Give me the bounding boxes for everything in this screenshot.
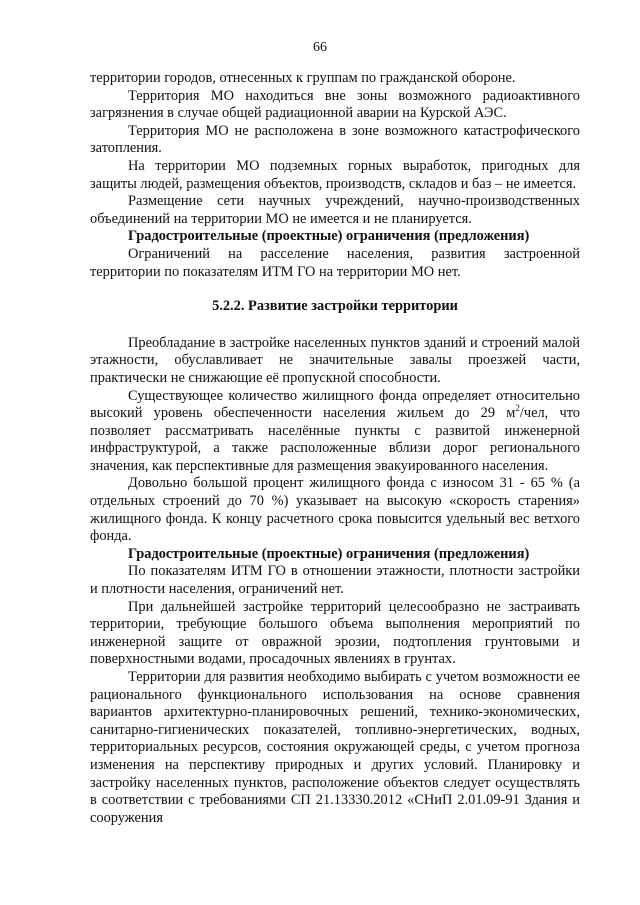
- section-title: 5.2.2. Развитие застройки территории: [212, 298, 458, 315]
- subheading: Градостроительные (проектные) ограничения (предложения): [128, 545, 530, 562]
- paragraph: Территория МО не расположена в зоне возможного катастрофического затопления.: [90, 122, 580, 157]
- paragraph: территории городов, отнесенных к группам по гражданской обороне.: [90, 70, 516, 86]
- paragraph-text: /чел, что позволяет рассматривать населённые пункты с развитой инженерной инфраструктурой, а также расположенные вблизи дорог регионального значения, как перспективные для размещения эвакуированного населения.: [90, 405, 580, 474]
- paragraph: Преобладание в застройке населенных пунктов зданий и строений малой этажности, обуславливает не значительные завалы проезжей части, практически не снижающие её пропускной способности.: [90, 334, 580, 386]
- superscript: 2: [515, 403, 520, 414]
- page-body: [90, 70, 580, 827]
- paragraph: При дальнейшей застройке территорий целесообразно не застраивать территории, требующие большого объема выполнения мероприятий по инженерной защите от овражной эрозии, подтопления грунтовыми и поверхностными водами, просадочных явлениях в грунтах.: [90, 598, 580, 668]
- paragraph: Территория МО находиться вне зоны возможного радиоактивного загрязнения в случае общей радиационной аварии на Курской АЭС.: [90, 87, 580, 122]
- paragraph: Размещение сети научных учреждений, научно-производственных объединений на территории МО не имеется и не планируется.: [90, 193, 580, 227]
- paragraph: Довольно большой процент жилищного фонда с износом 31 - 65 % (а отдельных строений до 70 %) указывает на высокую «скорость старения» жилищного фонда. К концу расчетного срока повысится удельный вес ветхого фонда.: [90, 475, 580, 545]
- paragraph: [90, 388, 580, 476]
- paragraph: Ограничений на расселение населения, развития застроенной территории по показателям ИТМ ГО на территории МО нет.: [90, 245, 580, 280]
- paragraph: По показателям ИТМ ГО в отношении этажности, плотности застройки и плотности населения, ограничений нет.: [90, 563, 580, 598]
- subheading: Градостроительные (проектные) ограничения (предложения): [128, 228, 530, 245]
- paragraph-text: Существующее количество жилищного фонда определяет относительно высокий уровень обеспеченности населения жильем до 29 м: [90, 387, 580, 422]
- paragraph: Территории для развития необходимо выбирать с учетом возможности ее рационального функционального использования на основе сравнения вариантов архитектурно-планировочных решений, технико-экономических, санитарно-гигиенических показателей, топливно-энергетических, водных, территориальных ресурсов, состояния окружающей среды, с учетом прогноза изменения на перспективу природных и других условий. Планировку и застройку населенных пунктов, расположение объектов следует осуществлять в соответствии с требованиями СП 21.13330.2012 «СНиП 2.01.09-91 Здания и сооружения: [90, 669, 580, 826]
- paragraph: На территории МО подземных горных выработок, пригодных для защиты людей, размещения объектов, производств, складов и баз – не имеется.: [90, 157, 580, 192]
- page-number: 66: [313, 40, 327, 55]
